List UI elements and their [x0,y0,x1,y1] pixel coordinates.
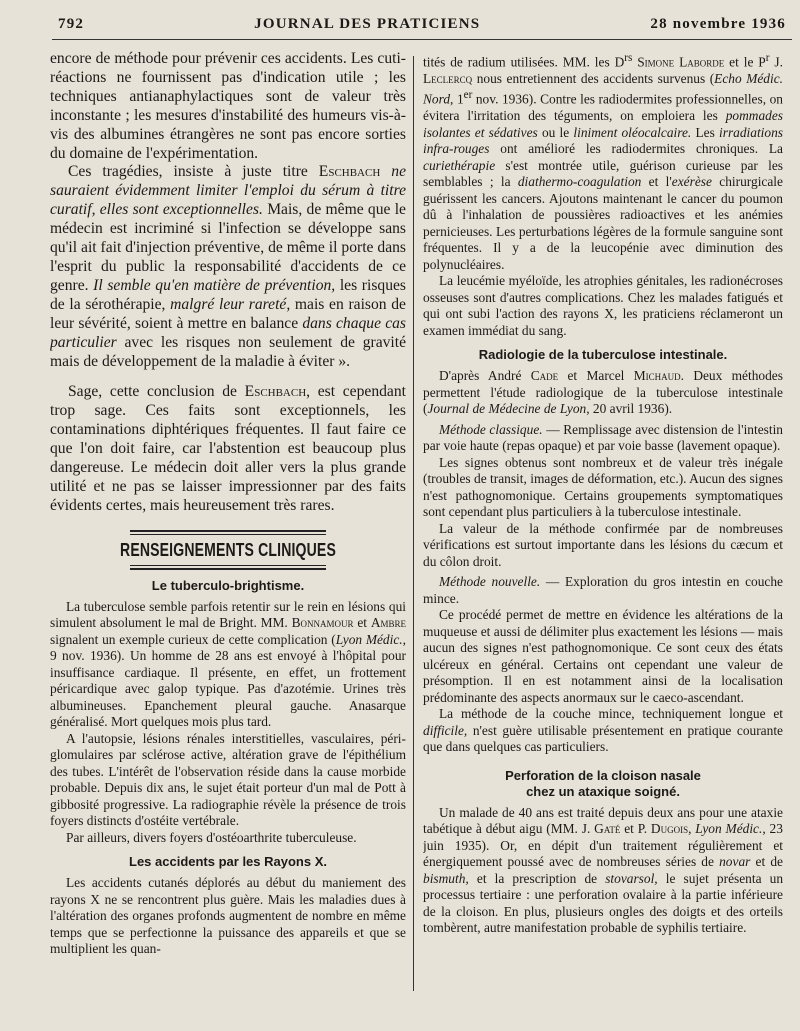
issue-date: 28 novembre 1936 [650,16,786,32]
article-heading: Le tuberculo-brightisme. [151,577,305,593]
paragraph: Les accidents cutanés déplorés au début du maniement des rayons X ne se rencontrent plus guère. Mais les maladies dues à l'altération des organes profonds augmentent de nombre en même temps que se perfectionne la puissance des appareils et que se multiplient les quan- [50,875,406,957]
paragraph: La tuberculose semble parfois retentir sur le rein en lésions qui simulent absolument le mal de Bright. MM. Bonnamour et Ambre signalent un exemple curieux de cette complication (Lyon Médic., 9 nov. 1936). Un homme de 28 ans est envoyé à l'hôpital pour insuffisance cardiaque. Il présente, en effet, un frottement péricardique avec galop typique. Pas d'azotémie. Urines très albumineuses. Epanchement pleural gauche. Anasarque généralisé. Mort quelques mois plus tard. [50,598,406,730]
left-column [50,50,406,958]
paragraph: Par ailleurs, divers foyers d'ostéoarthrite tuberculeuse. [66,829,357,845]
paragraph: Sage, cette conclusion de Eschbach, est cependant trop sage. Ces faits sont exceptionnels, les contaminations diphtériques fréquentes. Il faut faire ce que l'on doit faire, car l'abstention est beaucoup plus dangereuse. Le médecin doit aller vers la plus grande utilité et ne pas se laisser impressionner par des faits évidents certes, mais heureusement très rares. [50,383,406,514]
paragraph: La leucémie myéloïde, les atrophies génitales, les radionécroses osseuses sont d'autres complications. Chez les malades fatigués et qui ont subi l'action des rayons X, les praticiens réclameront un examen immédiat du sang. [423,273,783,338]
paragraph: encore de méthode pour prévenir ces accidents. Les cuti-réactions ne fournissent pas d'indication utile ; les techniques antianaphylactiques sont de valeur très inconstante ; les mesures d'instabilité des humeurs vis-à-vis des albumines étrangères ne sont pas encore sorties du domaine de l'expérimentation. [50,50,406,162]
paragraph: tités de radium utilisées. MM. les $D^{rs}$ Simone Laborde et le $P^r$ J. Leclercq nous entretiennent des accidents survenus (Echo Médic. Nord, 1er nov. 1936). Contre les radiodermites professionnelles, on évitera l'irritation des téguments, on emploiera les pommades isolantes et sédatives ou le liniment oléocalcaire. Les irradiations infra-rouges ont amélioré les radiodermites chroniques. La curiethérapie s'est montrée utile, guérison curieuse par les semblables ; la diathermo-coagulation et l'exérèse chirurgicale guérissent les cancers. Ajoutons maintenant le cancer du poumon dû à l'inhalation de poussières radioactives et les anémies pernicieuses. Les perturbations légères de la formule sanguine sont fréquentes. Il y a de la leucopénie avec diminution des polynucléaires. [423,52,783,272]
paragraph: Un malade de 40 ans est traité depuis deux ans pour une ataxie tabétique à début aigu (MM. J. Gaté et P. Dugois, Lyon Médic., 23 juin 1935). Or, en dépit d'un traitement régulièrement et énergiquement poussé avec de nombreuses séries de novar et de bismuth, et la prescription de stovarsol, le sujet présenta un processus tertiaire : une perforation ovalaire à la partie inférieure de la cloison. En plus, plusieurs ongles des doigts et des orteils tombèrent, autre manifestation probable de syphilis tertiaire. [423,804,783,936]
article-heading: Radiologie de la tuberculose intestinale. [478,347,728,363]
paragraph: Méthode nouvelle. — Exploration du gros intestin en couche mince. [423,574,783,606]
paragraph: La valeur de la méthode confirmée par de nombreuses vérifications est surtout importante dans les lésions du cæcum et du côlon droit. [423,520,783,569]
page-number: 792 [58,16,85,32]
header-rule [52,39,792,40]
section-rule [130,568,326,570]
paragraph: A l'autopsie, lésions rénales interstitielles, vasculaires, péri-glomulaires par sclérose active, altération grave de l'épithélium des tubes. L'intérêt de l'observation réside dans la cause morbide probable. Depuis dix ans, le sujet était porteur d'un mal de Pott à gibbosité progressive. La radiographie révèle la présence de trois foyers distincts d'ostéite vertébrale. [50,730,406,829]
journal-title: JOURNAL DES PRATICIENS [254,16,481,32]
column-divider [413,56,414,991]
eschbach-article [50,50,406,516]
right-column [423,50,783,937]
brightisme-article [50,578,406,958]
section-rule [130,530,326,532]
paragraph: Ces tragédies, insiste à juste titre Eschbach ne sauraient évidemment limiter l'emploi du sérum à titre curatif, elles sont exceptionnelles. Mais, de même que le médecin est incriminé si l'infection se développe sans qu'il ait fait d'injection préventive, de même il porte dans l'esprit du public la responsabilité d'accidents de ce genre. Il semble qu'en matière de prévention, les risques de la sérothérapie, malgré leur rareté, mais en raison de leur sévérité, soient à mettre en balance dans chaque cas particulier avec les risques non seulement de gravité mais de développement de la maladie à éviter ». [50,163,406,370]
paragraph: Ce procédé permet de mettre en évidence les altérations de la muqueuse et aussi de délimiter plus exactement les lésions — mais aucun des signes n'est pathognomonique. Ce sont ceux des états ulcéreux en général. Certains ont cependant une valeur de présomption. Il en est notamment ainsi de la localisation prédominante des aspects anormaux sur le caeco-ascendant. [423,607,783,705]
page-header [58,16,786,36]
paragraph: D'après André Cade et Marcel Michaud. Deux méthodes permettent l'étude radiologique de la tuberculose intestinale (Journal de Médecine de Lyon, 20 avril 1936). [423,368,783,417]
paragraph: La méthode de la couche mince, techniquement longue et difficile, n'est guère utilisable présentement en pratique courante que dans quelques cas particuliers. [423,706,783,755]
section-rule [130,565,326,566]
paragraph: Les signes obtenus sont nombreux et de valeur très inégale (troubles de transit, images de déformation, etc.). Aucun des signes n'est pathognomonique. Certains groupements symptomatiques sont cependant plus particuliers à la tuberculose intestinale. [423,454,783,520]
article-heading: Perforation de la cloison nasale chez un ataxique soigné. [505,767,701,799]
paragraph: Méthode classique. — Remplissage avec distension de l'intestin par voie haute (repas opaque) et par voie basse (lavement opaque). [423,421,783,454]
section-header [50,530,406,570]
section-rule [130,534,326,535]
article-heading: Les accidents par les Rayons X. [129,854,327,870]
section-title: RENSEIGNEMENTS CLINIQUES [120,539,336,560]
